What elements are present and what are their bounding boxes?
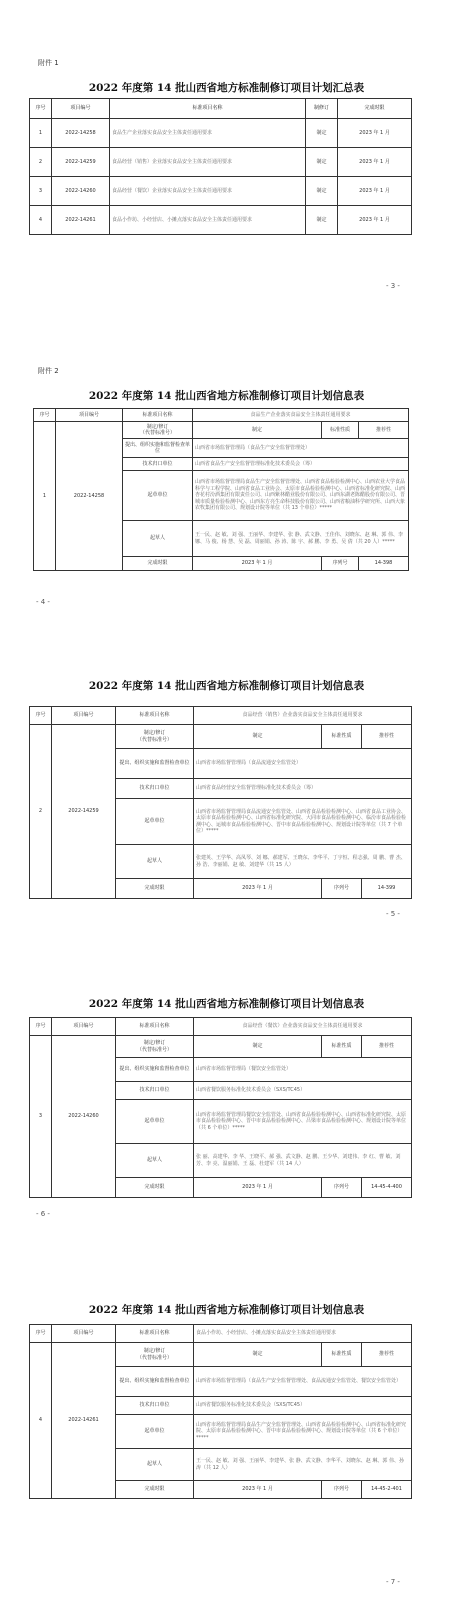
row-no: 4 xyxy=(30,206,52,235)
label-revise: 制定/修订 （代替标准号） xyxy=(116,1343,194,1367)
label-nature: 标准性质 xyxy=(322,725,362,749)
label-revise: 制定/修订 （代替标准号） xyxy=(116,1036,194,1058)
committee-value: 山西省餐饮服务标准化技术委员会（SXS/TC45） xyxy=(194,1082,412,1100)
detail-title: 2022 年度第 14 批山西省地方标准制修订项目计划信息表 xyxy=(88,998,365,1010)
page-number: - 3 - xyxy=(386,282,400,290)
row-name: 食品经营（餐饮）企业落实食品安全主体责任通用要求 xyxy=(110,177,306,206)
nature-value: 推荐性 xyxy=(362,725,412,749)
header-no: 序号 xyxy=(30,99,52,119)
department-value: 山西省市场监督管理局（食品生产安全监督管理处、食品流通安全监管处、餐饮安全监管处） xyxy=(194,1367,412,1397)
label-no: 序号 xyxy=(30,1018,52,1036)
row-type: 制定 xyxy=(306,119,338,148)
label-name: 标准项目名称 xyxy=(123,409,193,422)
row-type: 制定 xyxy=(306,148,338,177)
project-no: 1 xyxy=(34,422,56,571)
detail-table xyxy=(33,408,409,571)
label-code: 项目编号 xyxy=(52,1018,116,1036)
label-authors: 起草人 xyxy=(116,1144,194,1178)
project-name: 食品经营（销售）企业落实食品安全主体责任通用要求 xyxy=(194,707,412,725)
label-department: 提出、组织实施和监督检查单位 xyxy=(116,1367,194,1397)
row-no: 1 xyxy=(30,119,52,148)
label-no: 序号 xyxy=(34,409,56,422)
attachment-label: 附件 2 xyxy=(38,367,59,375)
label-deadline: 完成时限 xyxy=(116,879,194,899)
row-name: 食品生产企业落实食品安全主体责任通用要求 xyxy=(110,119,306,148)
label-name: 标准项目名称 xyxy=(116,707,194,725)
department-value: 山西省市场监督管理局（食品流通安全监管处） xyxy=(194,749,412,779)
table-row xyxy=(30,206,412,235)
authors-value: 张 丽、高建华、李 华、王晓平、郝 强、武文静、赵 鹏、王少华、刘建伟、李 红、曹 敏、刘 芳、李 亮、温丽娟、王 磊、杜建军（共 14 人） xyxy=(194,1144,412,1178)
summary-table xyxy=(29,98,412,235)
row-no: 2 xyxy=(30,148,52,177)
label-authors: 起草人 xyxy=(116,1449,194,1481)
label-committee: 技术归口单位 xyxy=(116,1082,194,1100)
detail-title: 2022 年度第 14 批山西省地方标准制修订项目计划信息表 xyxy=(88,1304,365,1316)
summary-section xyxy=(0,0,453,320)
page-number: - 7 - xyxy=(386,1578,400,1586)
page-number: - 5 - xyxy=(386,910,400,918)
row-code: 2022-14261 xyxy=(52,206,110,235)
label-no: 序号 xyxy=(30,707,52,725)
project-name: 食品生产企业落实食品安全主体责任通用要求 xyxy=(193,409,409,422)
drafters-value: 山西省市场监督管理局餐饮安全监管处、山西省食品检验检测中心、山西省标准化研究院、太原市食品检验检测中心、晋中市食品检验检测中心、吕梁市食品检验检测中心、规划设计院等单位（共 6 个单位）***** xyxy=(194,1100,412,1144)
nature-value: 推荐性 xyxy=(362,1343,412,1367)
project-code: 2022-14261 xyxy=(52,1343,116,1499)
label-deadline: 完成时限 xyxy=(116,1481,194,1499)
label-deadline: 完成时限 xyxy=(116,1178,194,1198)
page-number: - 6 - xyxy=(36,1210,50,1218)
summary-title: 2022 年度第 14 批山西省地方标准制修订项目计划汇总表 xyxy=(88,82,365,94)
project-name: 食品小作坊、小经营店、小摊点落实食品安全主体责任通用要求 xyxy=(194,1325,412,1343)
project-no: 2 xyxy=(30,725,52,899)
label-nature: 标准性质 xyxy=(322,1343,362,1367)
detail-table xyxy=(29,706,412,899)
project-code: 2022-14259 xyxy=(52,725,116,899)
serial-value: 14-45-2-401 xyxy=(362,1481,412,1499)
label-serial: 序列号 xyxy=(322,1481,362,1499)
label-name: 标准项目名称 xyxy=(116,1325,194,1343)
nature-value: 推荐性 xyxy=(362,1036,412,1058)
revise-value: 制定 xyxy=(194,725,322,749)
label-serial: 序列号 xyxy=(322,557,359,571)
header-code: 项目编号 xyxy=(52,99,110,119)
row-code: 2022-14259 xyxy=(52,148,110,177)
label-department: 提出、组织实施和监督检查单位 xyxy=(116,1058,194,1082)
serial-value: 14-399 xyxy=(362,879,412,899)
project-code: 2022-14260 xyxy=(52,1036,116,1198)
label-name: 标准项目名称 xyxy=(116,1018,194,1036)
label-committee: 技术归口单位 xyxy=(123,458,193,471)
label-drafters: 起草单位 xyxy=(123,471,193,521)
header-type: 制修订 xyxy=(306,99,338,119)
row-code: 2022-14258 xyxy=(52,119,110,148)
label-drafters: 起草单位 xyxy=(116,1415,194,1449)
row-type: 制定 xyxy=(306,206,338,235)
label-authors: 起草人 xyxy=(123,521,193,557)
label-drafters: 起草单位 xyxy=(116,1100,194,1144)
label-revise: 制定/修订 （代替标准号） xyxy=(116,725,194,749)
row-name: 食品经营（销售）企业落实食品安全主体责任通用要求 xyxy=(110,148,306,177)
row-type: 制定 xyxy=(306,177,338,206)
label-nature: 标准性质 xyxy=(322,422,359,439)
authors-value: 王一民、赵 敏、刘 强、王丽华、李建华、张 静、武文静、李华平、刘晓东、赵 琳、郭 伟、孙 涛（共 12 人） xyxy=(194,1449,412,1481)
label-department: 提出、组织实施和监督检查单位 xyxy=(116,749,194,779)
label-code: 项目编号 xyxy=(56,409,123,422)
label-committee: 技术归口单位 xyxy=(116,779,194,799)
revise-value: 制定 xyxy=(194,1036,322,1058)
label-department: 提出、组织实施和监督检查单位 xyxy=(123,439,193,458)
label-no: 序号 xyxy=(30,1325,52,1343)
label-committee: 技术归口单位 xyxy=(116,1397,194,1415)
table-row xyxy=(30,148,412,177)
page-number: - 4 - xyxy=(36,598,50,606)
drafters-value: 山西省市场监督管理局食品流通安全监管处、山西省食品检验检测中心、山西省食品工业协会、太原市食品检验检测中心、山西省标准化研究院、大同市食品检验检测中心、临汾市食品检验检测中心、运城市食品检验检测中心、晋中市食品检验检测中心、规划设计院等单位（共 7 个单位）***** xyxy=(194,799,412,845)
label-authors: 起草人 xyxy=(116,845,194,879)
label-code: 项目编号 xyxy=(52,1325,116,1343)
label-code: 项目编号 xyxy=(52,707,116,725)
project-name: 食品经营（餐饮）企业落实食品安全主体责任通用要求 xyxy=(194,1018,412,1036)
row-deadline: 2023 年 1 月 xyxy=(338,148,412,177)
detail-title: 2022 年度第 14 批山西省地方标准制修订项目计划信息表 xyxy=(88,680,365,692)
project-no: 3 xyxy=(30,1036,52,1198)
label-nature: 标准性质 xyxy=(322,1036,362,1058)
authors-value: 张建英、王学华、高凤琴、刘 娜、郝建军、王晓东、李华平、丁宇恒、程志强、周 鹏、曹 杰、孙 浩、李丽娟、赵 敏、刘建华（共 15 人） xyxy=(194,845,412,879)
nature-value: 推荐性 xyxy=(359,422,409,439)
label-revise: 制定/修订 （代替标准号） xyxy=(123,422,193,439)
label-serial: 序列号 xyxy=(322,879,362,899)
committee-value: 山西省食品生产安全监督管理标准化技术委员会（筹） xyxy=(193,458,409,471)
row-code: 2022-14260 xyxy=(52,177,110,206)
label-serial: 序列号 xyxy=(322,1178,362,1198)
deadline-value: 2023 年 1 月 xyxy=(193,557,322,571)
detail-title: 2022 年度第 14 批山西省地方标准制修订项目计划信息表 xyxy=(88,390,365,402)
project-no: 4 xyxy=(30,1343,52,1499)
label-deadline: 完成时限 xyxy=(123,557,193,571)
drafters-value: 山西省市场监督管理局食品生产安全监督管理处、山西省食品检验检测中心、山西省标准化研究院、太原市食品检验检测中心、晋中市食品检验检测中心、规划设计院等单位（共 6 个单位）***** xyxy=(194,1415,412,1449)
deadline-value: 2023 年 1 月 xyxy=(194,1481,322,1499)
row-no: 3 xyxy=(30,177,52,206)
serial-value: 14-45-4-400 xyxy=(362,1178,412,1198)
row-deadline: 2023 年 1 月 xyxy=(338,177,412,206)
table-row xyxy=(30,119,412,148)
committee-value: 山西省食品经营安全监督管理标准化技术委员会（筹） xyxy=(194,779,412,799)
header-name: 标准项目名称 xyxy=(110,99,306,119)
deadline-value: 2023 年 1 月 xyxy=(194,879,322,899)
committee-value: 山西省餐饮服务标准化技术委员会（SXS/TC45） xyxy=(194,1397,412,1415)
project-code: 2022-14258 xyxy=(56,422,123,571)
detail-table xyxy=(29,1324,412,1499)
revise-value: 制定 xyxy=(194,1343,322,1367)
deadline-value: 2023 年 1 月 xyxy=(194,1178,322,1198)
row-deadline: 2023 年 1 月 xyxy=(338,206,412,235)
serial-value: 14-398 xyxy=(359,557,409,571)
department-value: 山西省市场监督管理局（食品生产安全监督管理处） xyxy=(193,439,409,458)
drafters-value: 山西省市场监督管理局食品生产安全监督管理处、山西省食品检验检测中心、山西农业大学食品科学与工程学院、山西省食品工业协会、太原市食品检验检测中心、山西省标准化研究院、山西杏花村汾酒集团有限责任公司、山西紫林醋业股份有限公司、山西东湖老陈醋股份有限公司、晋城市质量检验检测中心、山西东方亮生命科技股份有限公司、山西省粮油科学研究所、山西大象农牧集团有限公司、规划设计院等单位（共 13 个单位）***** xyxy=(193,471,409,521)
detail-table xyxy=(29,1017,412,1198)
row-deadline: 2023 年 1 月 xyxy=(338,119,412,148)
header-deadline: 完成时限 xyxy=(338,99,412,119)
department-value: 山西省市场监督管理局（餐饮安全监管处） xyxy=(194,1058,412,1082)
table-row xyxy=(30,177,412,206)
label-drafters: 起草单位 xyxy=(116,799,194,845)
authors-value: 王一民、赵 敏、刘 强、王丽华、李建华、张 静、武文静、王佳伟、刘晓东、赵 琳、郭 伟、李 娜、马 俊、杨 慧、吴 磊、周丽娟、孙 涛、陈 宇、郝 鹏、李 勇、吴 倩（共 20 人）***** xyxy=(193,521,409,557)
revise-value: 制定 xyxy=(193,422,322,439)
summary-header-row xyxy=(30,99,412,119)
row-name: 食品小作坊、小经营店、小摊点落实食品安全主体责任通用要求 xyxy=(110,206,306,235)
attachment-label: 附件 1 xyxy=(38,59,59,67)
